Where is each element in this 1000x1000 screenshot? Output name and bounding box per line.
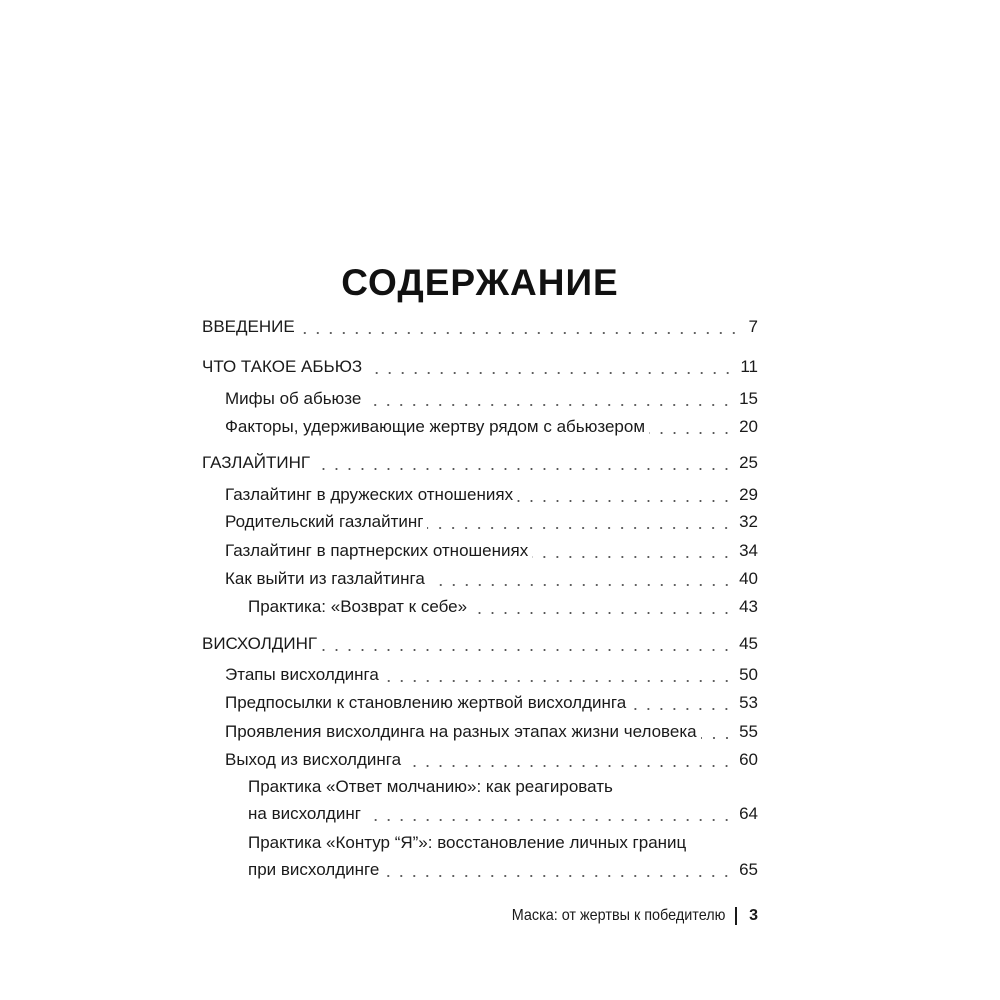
toc-page-number: 32 [739,512,758,531]
dot-leader [366,371,734,375]
dot-leader [365,403,733,407]
toc-page-number: 55 [739,722,758,741]
toc-entry-retaining-factors [0,416,1000,446]
toc-page-number: 11 [740,357,758,376]
toc-heading: СОДЕРЖАНИЕ [341,262,619,303]
dot-leader [471,611,733,615]
toc-page-number: 34 [739,541,758,560]
dot-leader [532,555,733,559]
dot-leader [321,648,733,652]
toc-page-number: 45 [739,634,758,653]
toc-page-number: 40 [739,569,758,588]
toc-entry-text: ЧТО ТАКОЕ АБЬЮЗ [202,357,363,376]
footer-divider [735,907,737,925]
page-number: 3 [749,907,758,924]
toc-entry-abuse-myths [0,388,1000,418]
dot-leader [517,499,733,503]
dot-leader [383,679,733,683]
toc-entry-withholding-prerequisites [0,692,1000,722]
dot-leader [429,583,733,587]
dot-leader [383,874,733,878]
toc-entry-text: Мифы об абьюзе [225,389,362,408]
dot-leader [649,431,733,435]
toc-entry-text: ГАЗЛАЙТИНГ [202,453,311,472]
toc-entry-text: на висхолдинг [248,804,361,823]
toc-entry-withholding [0,633,1000,663]
toc-entry-practice-self-contour [0,832,1000,890]
toc-entry-text: Этапы висхолдинга [225,665,379,684]
toc-entry-parental-gaslighting [0,511,1000,541]
toc-entry-exit-withholding [0,749,1000,779]
toc-entry-practice-return [0,596,1000,626]
toc-entry-text: Газлайтинг в партнерских отношениях [225,541,529,560]
toc-entry-text: при висхолдинге [248,860,380,879]
dot-leader [701,736,733,740]
toc-entry-introduction [0,316,1000,346]
toc-entry-text: ВИСХОЛДИНГ [202,634,318,653]
toc-entry-first-line: Практика «Контур “Я”»: восстановление личных границ [248,833,687,852]
toc-page-number: 25 [739,453,758,472]
toc-entry-text: Факторы, удерживающие жертву рядом с абьюзером [225,417,646,436]
toc-entry-text: ВВЕДЕНИЕ [202,317,295,336]
toc-entry-practice-silence-answer [0,776,1000,834]
toc-entry-withholding-stages [0,664,1000,694]
toc-page-number: 29 [739,485,758,504]
toc-entry-first-line: Практика «Ответ молчанию»: как реагировать [248,777,613,796]
toc-entry-gaslighting-partners [0,540,1000,570]
toc-entry-text: Проявления висхолдинга на разных этапах жизни человека [225,722,697,741]
toc-entry-text: Как выйти из газлайтинга [225,569,425,588]
dot-leader [630,707,733,711]
toc-entry-what-is-abuse [0,356,1000,386]
toc-entry-withholding-manifestations [0,721,1000,751]
toc-entry-text: Газлайтинг в дружеских отношениях [225,485,514,504]
toc-page-number: 60 [739,750,758,769]
running-title: Маска: от жертвы к победителю [511,907,726,924]
dot-leader [314,467,733,471]
toc-entry-exit-gaslighting [0,568,1000,598]
dot-leader [405,764,733,768]
toc-entry-text: Предпосылки к становлению жертвой висхолдинга [225,693,627,712]
dot-leader [299,331,740,335]
toc-entry-gaslighting-friends [0,484,1000,514]
toc-page-number: 7 [748,317,758,336]
toc-page-number: 64 [739,804,758,823]
toc-entry-text: Выход из висхолдинга [225,750,402,769]
toc-page-number: 65 [739,860,758,879]
page-footer [488,907,758,925]
toc-page-number: 43 [739,597,758,616]
toc-entry-text: Родительский газлайтинг [225,512,424,531]
dot-leader [427,526,733,530]
dot-leader [365,818,733,822]
toc-page-number: 53 [739,693,758,712]
toc-entry-text: Практика: «Возврат к себе» [248,597,468,616]
toc-page-number: 20 [739,417,758,436]
toc-page-number: 15 [739,389,758,408]
toc-page-number: 50 [739,665,758,684]
toc-entry-gaslighting [0,452,1000,482]
